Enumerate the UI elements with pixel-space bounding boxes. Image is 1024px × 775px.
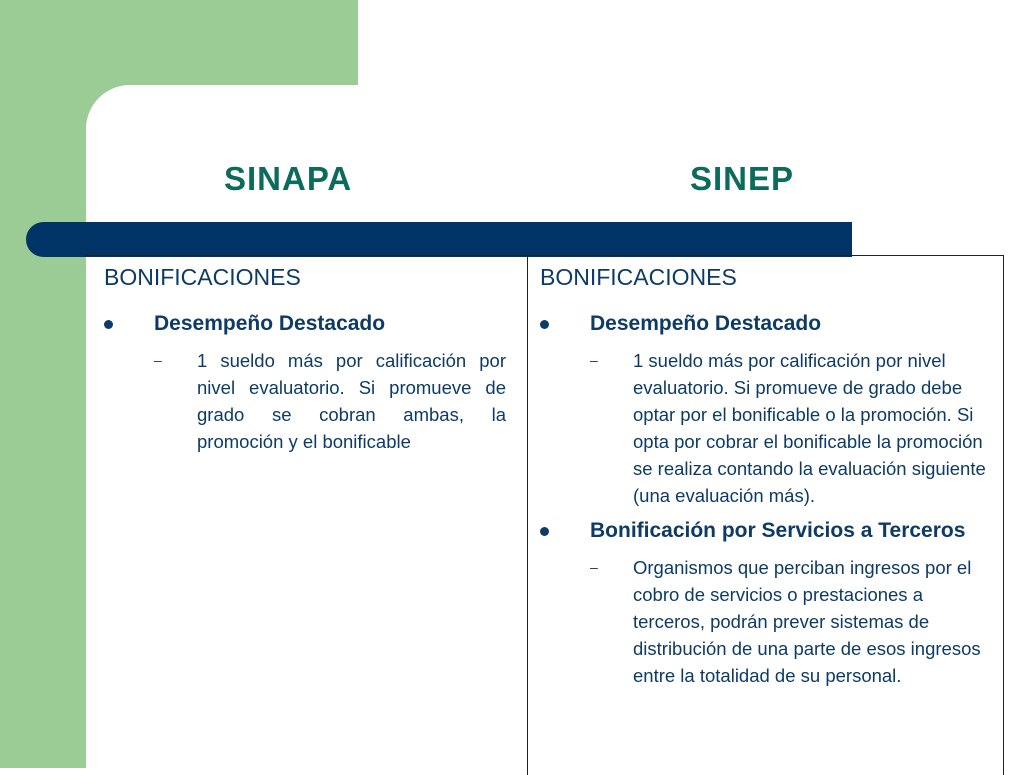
title-sinapa: SINAPA xyxy=(224,160,353,197)
bullet-label: Desempeño Destacado xyxy=(154,312,386,335)
left-column-heading: BONIFICACIONES xyxy=(104,264,301,290)
left-column xyxy=(104,262,506,461)
bullet-item xyxy=(104,308,506,339)
bullet-icon xyxy=(540,527,549,536)
bullet-label: Desempeño Destacado xyxy=(590,312,822,335)
sub-item-text: 1 sueldo más por calificación por nivel evaluatorio. Si promueve de grado debe optar por el bonificable o la promoción. Si opta por cobrar el bonificable la promoción se realiza contando la evaluación siguiente (una evaluación más). xyxy=(633,350,986,506)
dash-icon: – xyxy=(590,352,598,368)
bullet-icon xyxy=(540,320,549,329)
sub-item xyxy=(540,347,990,509)
sub-item xyxy=(104,347,506,455)
title-sinep: SINEP xyxy=(690,160,795,197)
sub-item-text: 1 sueldo más por calificación por nivel evaluatorio. Si promueve de grado se cobran ambas, la promoción y el bonificable xyxy=(197,350,506,452)
bullet-item xyxy=(540,308,990,339)
bullet-label: Bonificación por Servicios a Terceros xyxy=(590,519,966,542)
dash-icon: – xyxy=(590,559,598,575)
title-divider-bar xyxy=(26,222,852,257)
right-column-heading: BONIFICACIONES xyxy=(540,264,737,290)
bullet-icon xyxy=(104,320,113,329)
bullet-item xyxy=(540,515,990,546)
dash-icon: – xyxy=(154,352,162,368)
sub-item-text: Organismos que perciban ingresos por el cobro de servicios o prestaciones a terceros, podrán prever sistemas de distribución de una parte de esos ingresos entre la totalidad de su personal. xyxy=(633,557,981,686)
right-column xyxy=(540,262,990,695)
column-divider xyxy=(527,255,528,775)
sub-item xyxy=(540,554,990,689)
